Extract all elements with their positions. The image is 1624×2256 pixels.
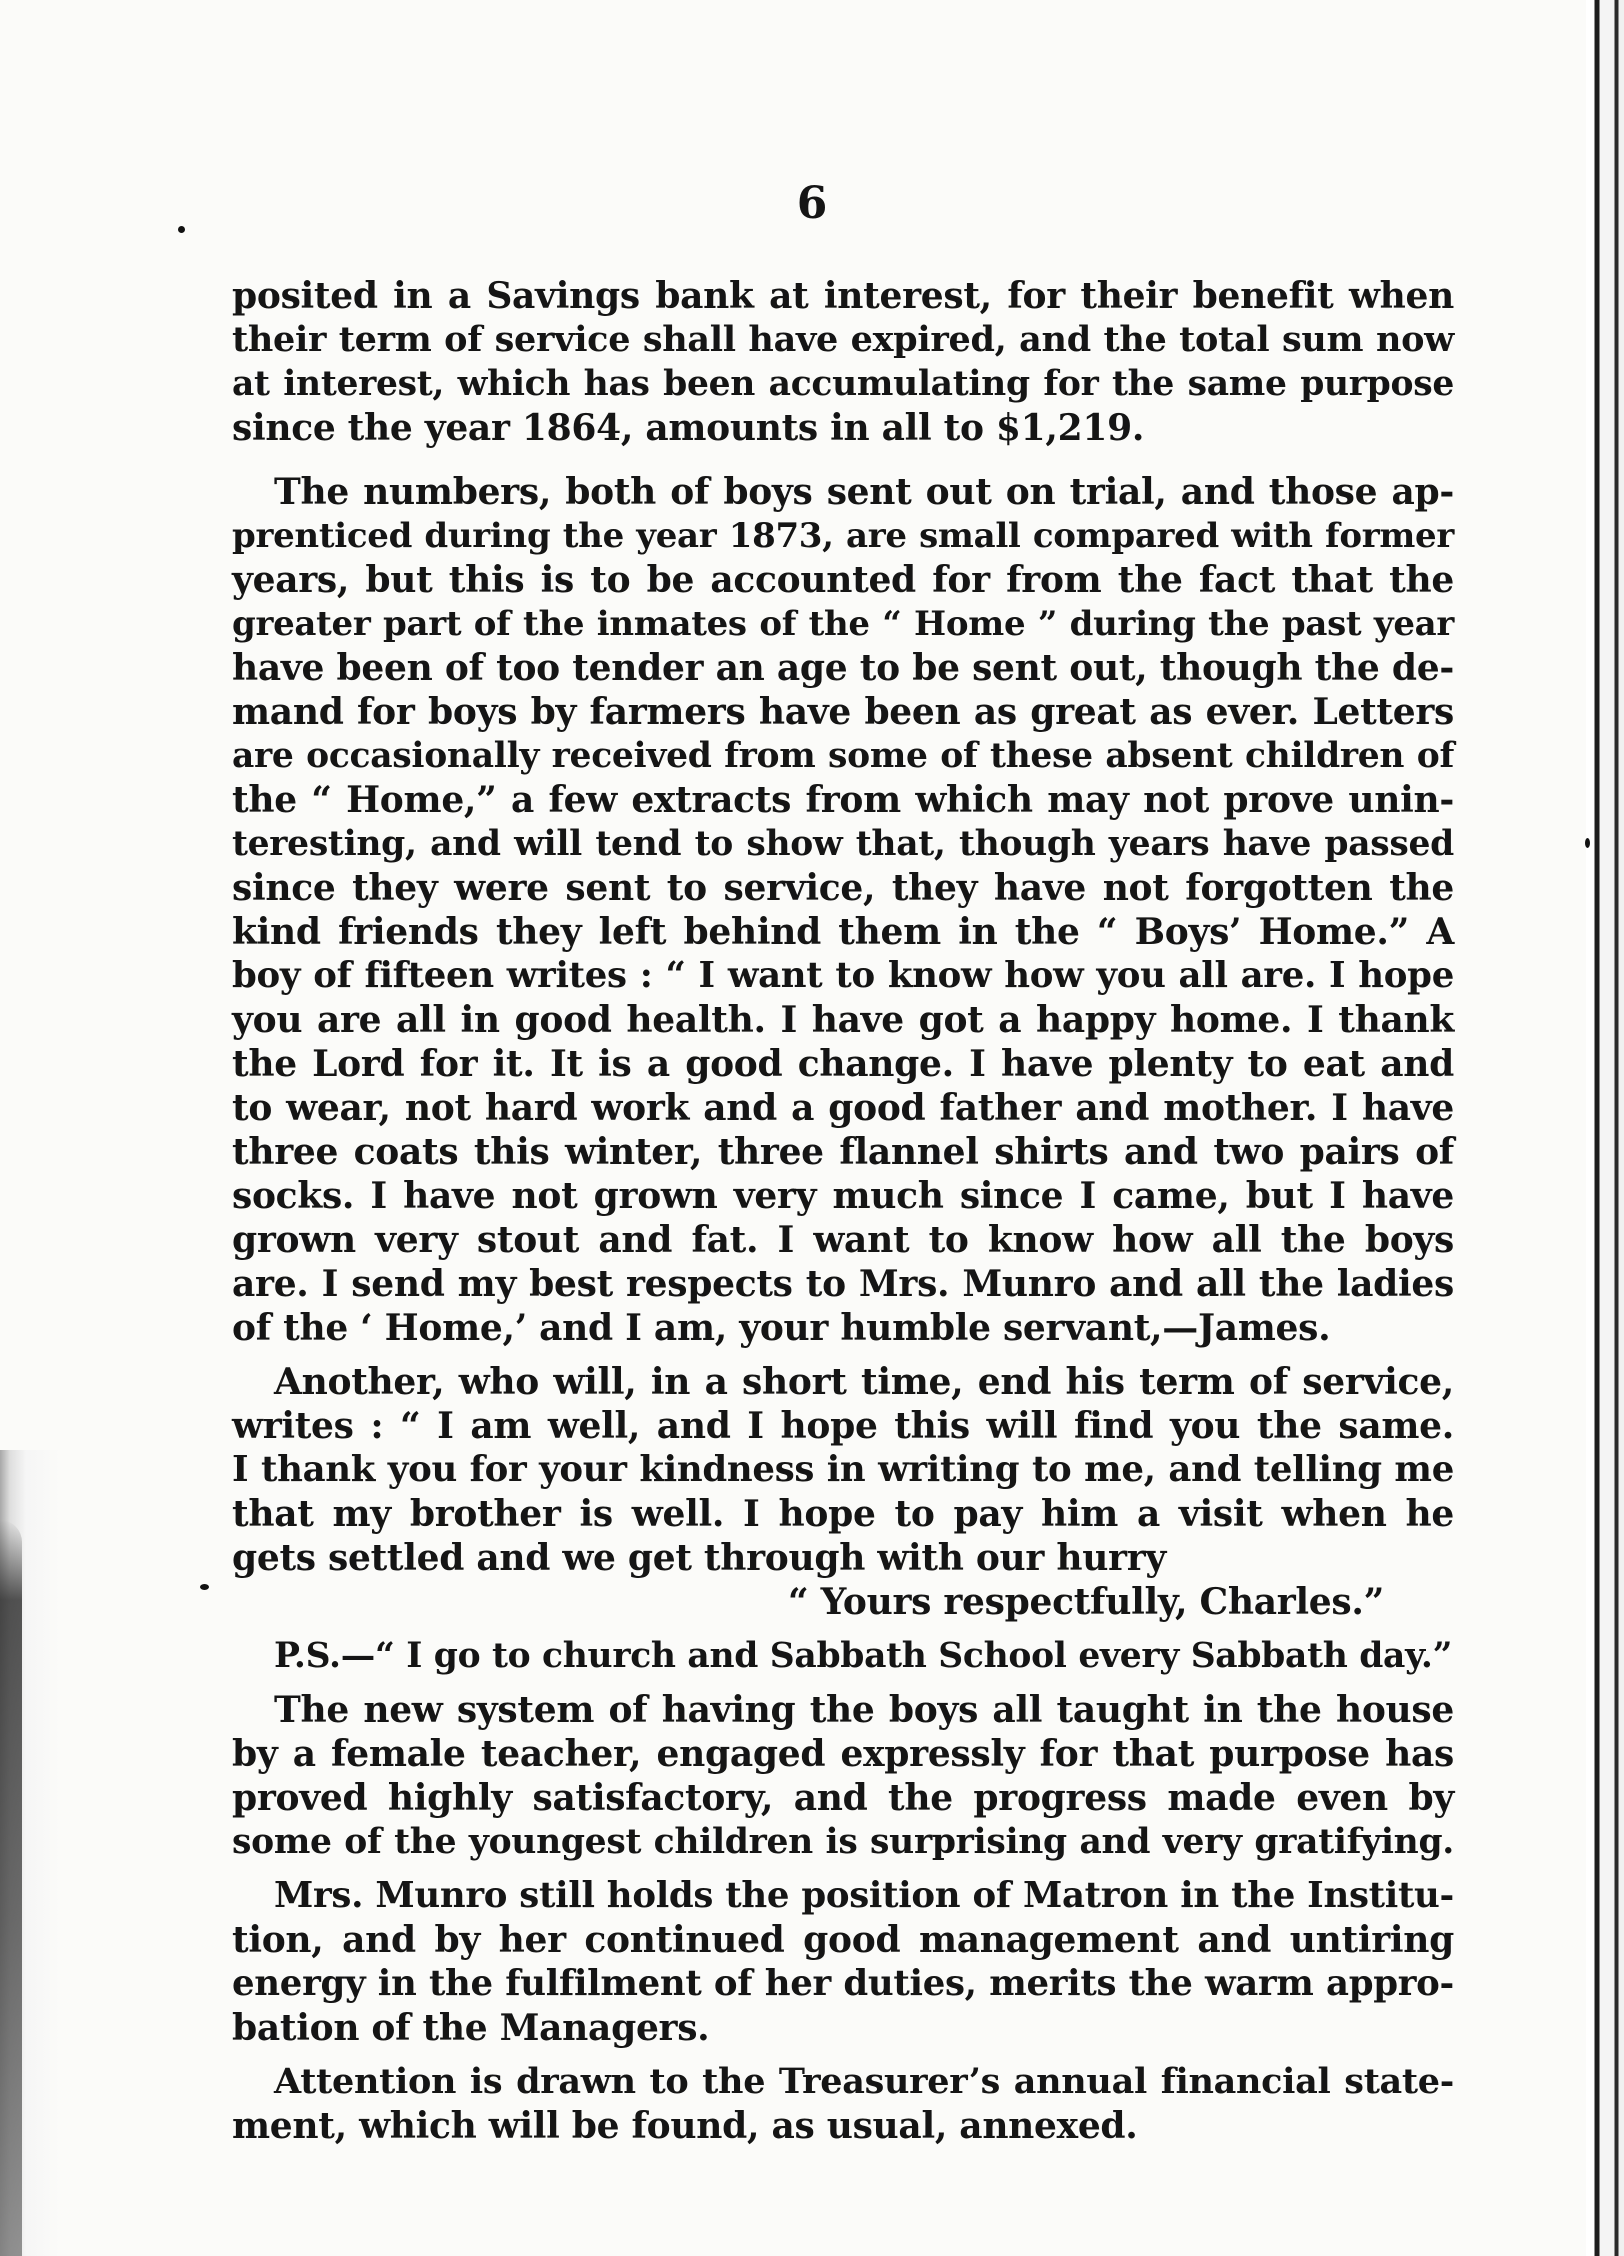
text-line: you are all in good health. I have got a happy home. I thank	[232, 999, 1454, 1041]
scan-speck	[1585, 838, 1590, 848]
text-line: some of the youngest children is surprising and very gratifying.	[232, 1822, 1454, 1862]
text-line: the Lord for it. It is a good change. I have plenty to eat and	[232, 1043, 1454, 1085]
text-line: mand for boys by farmers have been as great as ever. Letters	[232, 691, 1454, 733]
text-line: energy in the fulfilment of her duties, merits the warm appro-	[232, 1963, 1454, 2004]
text-line: the “ Home,” a few extracts from which may not prove unin-	[232, 779, 1454, 821]
text-line: of the ‘ Home,’ and I am, your humble servant,—James.	[232, 1307, 1331, 1349]
text-line: The new system of having the boys all taught in the house	[274, 1689, 1454, 1731]
body-text	[232, 274, 1454, 2148]
paragraph-matron	[232, 1874, 1454, 2050]
text-line: Mrs. Munro still holds the position of Matron in the Institu-	[274, 1875, 1454, 1916]
text-line: prenticed during the year 1873, are small compared with former	[232, 516, 1454, 556]
text-line: by a female teacher, engaged expressly for that purpose has	[232, 1733, 1454, 1775]
text-line: Attention is drawn to the Treasurer’s annual financial state-	[274, 2061, 1454, 2102]
page-edge-right	[1586, 0, 1624, 2256]
paragraph-numbers	[232, 470, 1454, 1350]
text-line: writes : “ I am well, and I hope this will find you the same.	[232, 1405, 1454, 1447]
text-line: proved highly satisfactory, and the progress made even by	[232, 1777, 1454, 1819]
paragraph-letter-charles	[232, 1360, 1454, 1624]
text-line: greater part of the inmates of the “ Home ” during the past year	[232, 604, 1454, 644]
text-line: at interest, which has been accumulating for the same purpose	[232, 364, 1454, 404]
text-line: tion, and by her continued good management and untiring	[232, 1919, 1454, 1961]
text-line: are occasionally received from some of these absent children of	[232, 736, 1454, 776]
text-line: three coats this winter, three flannel shirts and two pairs of	[232, 1131, 1454, 1173]
text-line: posited in a Savings bank at interest, for their benefit when	[232, 275, 1454, 317]
text-line: The numbers, both of boys sent out on trial, and those ap-	[274, 471, 1454, 513]
text-line: since they were sent to service, they have not forgotten the	[232, 867, 1454, 909]
paragraph-teacher	[232, 1688, 1454, 1864]
page-number: 6	[796, 178, 828, 229]
text-line: I thank you for your kindness in writing to me, and telling me	[232, 1449, 1454, 1490]
paragraph-postscript	[232, 1634, 1454, 1678]
text-line: years, but this is to be accounted for from the fact that the	[232, 559, 1454, 601]
text-line: kind friends they left behind them in the “ Boys’ Home.” A	[232, 911, 1454, 953]
text-line: grown very stout and fat. I want to know how all the boys	[232, 1219, 1454, 1261]
text-line: since the year 1864, amounts in all to $1,219.	[232, 407, 1145, 449]
text-line: that my brother is well. I hope to pay him a visit when he	[232, 1493, 1454, 1535]
text-line: Another, who will, in a short time, end his term of service,	[274, 1361, 1454, 1403]
text-line: are. I send my best respects to Mrs. Munro and all the ladies	[232, 1263, 1454, 1305]
page-edge-left-binding	[0, 1520, 22, 2256]
text-line: gets settled and we get through with our hurry	[232, 1537, 1167, 1579]
scan-speck	[178, 226, 185, 233]
text-line: have been of too tender an age to be sent out, though the de-	[232, 647, 1454, 689]
text-line: to wear, not hard work and a good father and mother. I have	[232, 1087, 1454, 1129]
scan-speck	[200, 1584, 209, 1590]
text-line: P.S.—“ I go to church and Sabbath School every Sabbath day.”	[274, 1636, 1453, 1676]
paragraph-savings	[232, 274, 1454, 450]
letter-signoff: “ Yours respectfully, Charles.”	[788, 1581, 1384, 1623]
text-line: teresting, and will tend to show that, though years have passed	[232, 824, 1454, 864]
text-line: socks. I have not grown very much since I came, but I have	[232, 1175, 1454, 1217]
paragraph-treasurer	[232, 2060, 1454, 2148]
text-line: their term of service shall have expired, and the total sum now	[232, 319, 1454, 360]
text-line: ment, which will be found, as usual, annexed.	[232, 2105, 1138, 2147]
text-line: boy of fifteen writes : “ I want to know how you all are. I hope	[232, 955, 1454, 996]
text-line: bation of the Managers.	[232, 2007, 710, 2049]
